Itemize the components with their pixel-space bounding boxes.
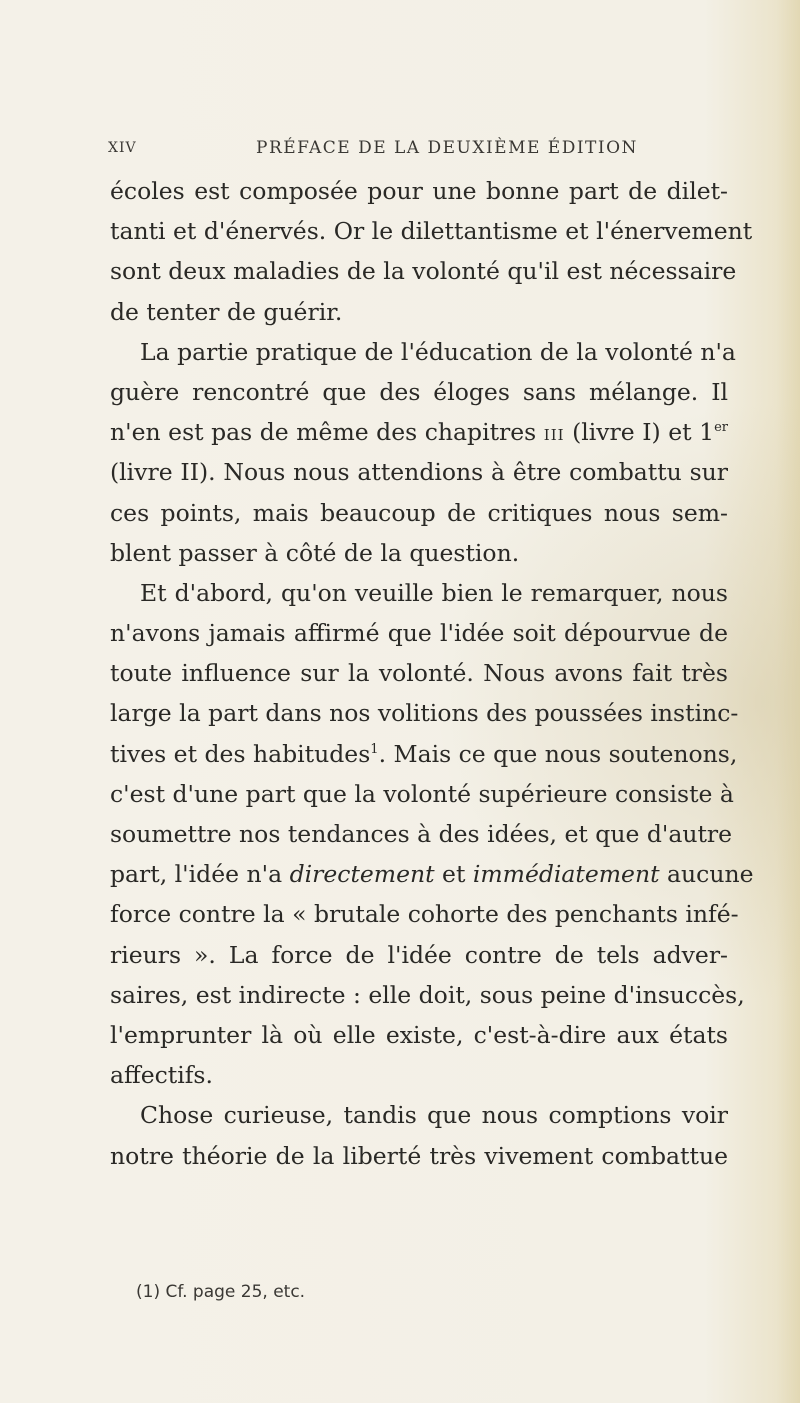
text-line: l'emprunter là où elle existe, c'est-à-dire aux états [110,1020,728,1049]
superscript: er [714,420,728,436]
text-line: soumettre nos tendances à des idées, et que d'autre [110,820,733,848]
text-line: tives et des habitudes$^1$. Mais ce que nous soutenons, [110,739,738,768]
text-line: Et d'abord, qu'on veuille bien le remarquer, nous [140,578,728,607]
text-line: tanti et d'énervés. Or le dilettantisme et l'énervement [110,217,753,246]
roman-numeral: III [543,426,565,445]
text-line: La partie pratique de l'éducation de la volonté n'a [140,337,736,366]
text-line: rieurs ». La force de l'idée contre de tels adver- [110,940,728,969]
italic-word: immédiatement [472,860,660,889]
text-line: c'est d'une part que la volonté supérieure consiste à [110,779,734,808]
text-line: de tenter de guérir. [110,297,343,326]
text-line: large la part dans nos volitions des poussées instinc- [110,699,739,728]
text-line: force contre la « brutale cohorte des penchants infé- [110,900,739,929]
text-line: saires, est indirecte : elle doit, sous peine d'insuccès, [110,980,745,1009]
text-line: écoles est composée pour une bonne part de dilet- [110,177,728,205]
text-line: Chose curieuse, tandis que nous comptions voir [140,1101,728,1130]
italic-word: directement [289,860,435,889]
text-line: n'en est pas de même des chapitres III (livre I) et 1er [110,418,728,447]
text-line: toute influence sur la volonté. Nous avons fait très [110,659,728,688]
page-number: XIV [108,140,137,156]
footnote-marker: 1 [370,741,379,757]
page-header [108,138,728,162]
text-line: ces points, mais beaucoup de critiques nous sem- [110,498,728,527]
text-line: notre théorie de la liberté très vivement combattue [110,1141,728,1170]
text-line: guère rencontré que des éloges sans mélange. Il [110,377,728,406]
running-title: PRÉFACE DE LA DEUXIÈME ÉDITION [256,138,638,158]
text-line: affectifs. [110,1061,213,1090]
text-line: sont deux maladies de la volonté qu'il est nécessaire [110,257,737,286]
body-text [110,171,754,1176]
footnote: (1) Cf. page 25, etc. [136,1282,306,1302]
text-line: (livre II). Nous nous attendions à être combattu sur [110,458,728,487]
text-line: n'avons jamais affirmé que l'idée soit dépourvue de [110,619,728,648]
text-line: part, l'idée n'a directement et immédiatement aucune [110,860,754,889]
text-line: blent passer à côté de la question. [110,538,520,567]
